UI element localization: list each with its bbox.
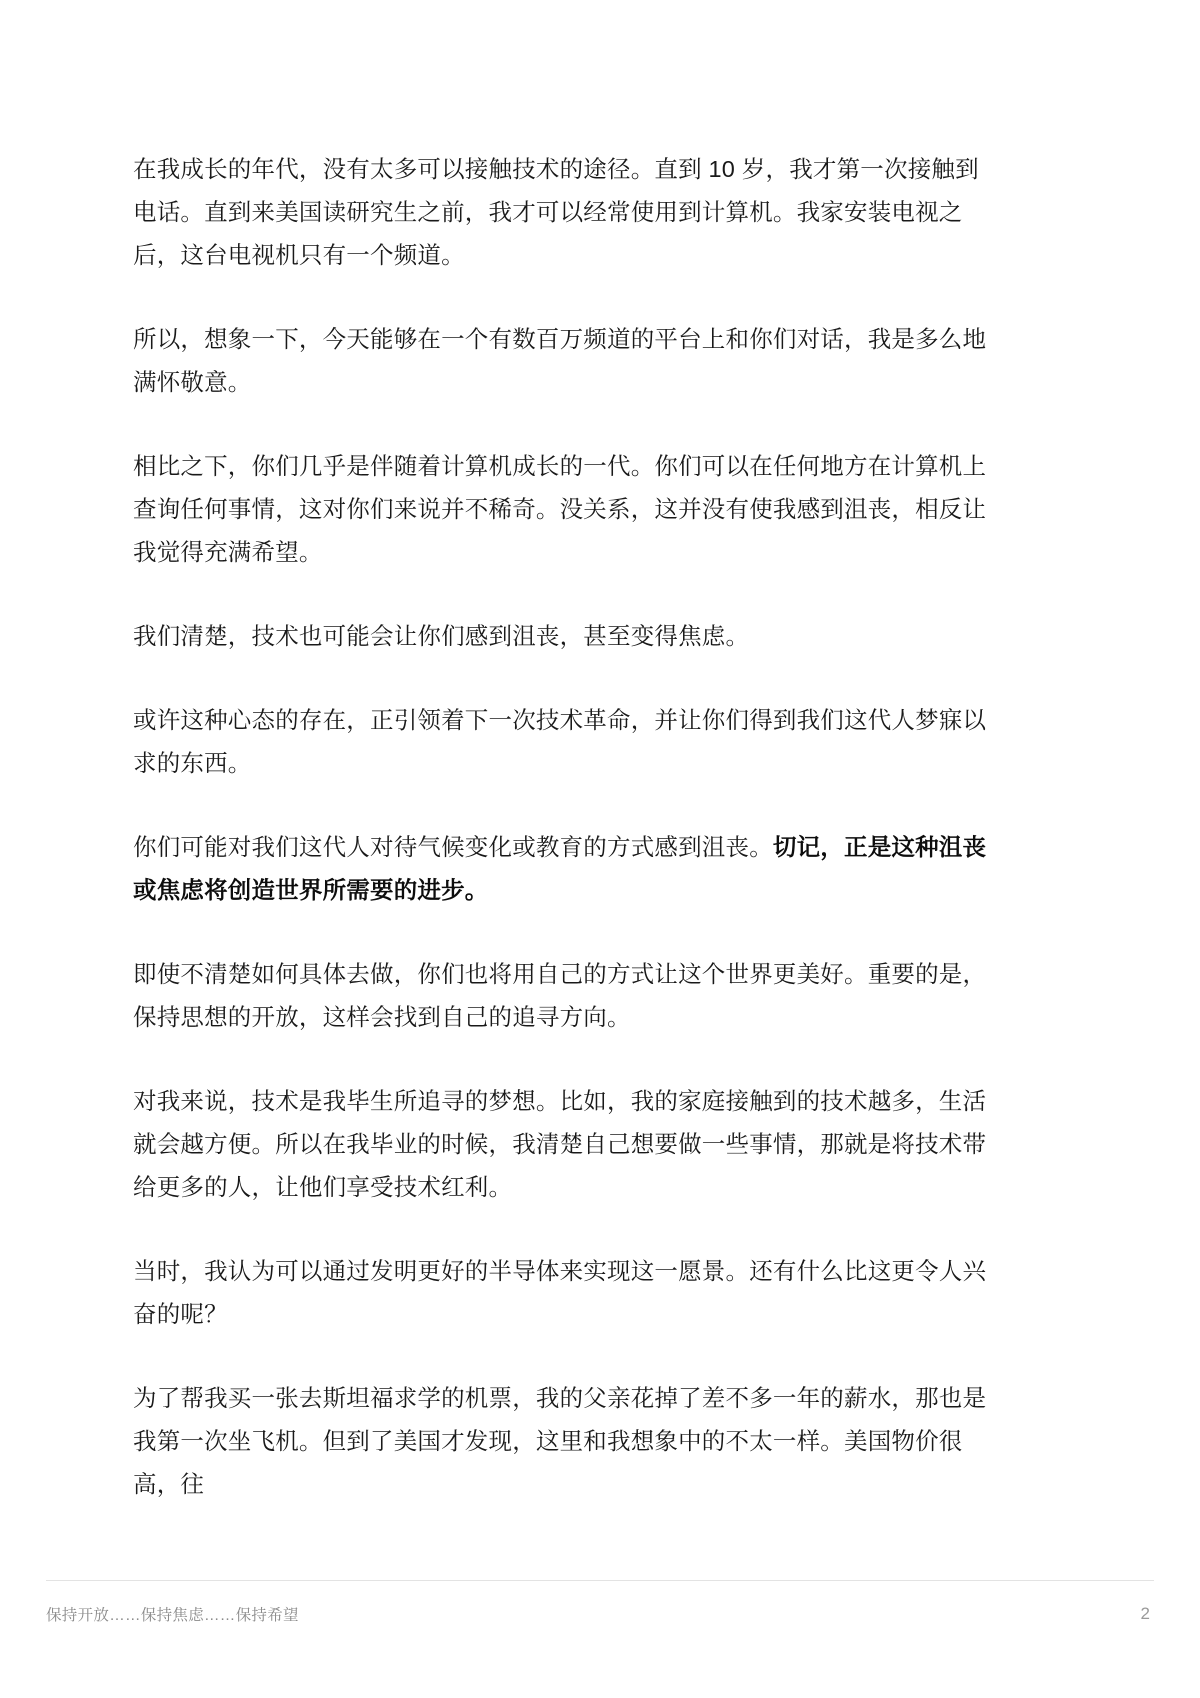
page-number: 2 <box>1140 1604 1150 1623</box>
paragraph-1: 在我成长的年代，没有太多可以接触技术的途径。直到 10 岁，我才第一次接触到电话。直到来美国读研究生之前，我才可以经常使用到计算机。我家安装电视之后，这台电视机只有一个频道。 <box>133 156 979 268</box>
paragraph-9: 当时，我认为可以通过发明更好的半导体来实现这一愿景。还有什么比这更令人兴奋的呢？ <box>133 1258 987 1327</box>
paragraph-5: 或许这种心态的存在，正引领着下一次技术革命，并让你们得到我们这代人梦寐以求的东西。 <box>133 707 987 776</box>
paragraph-6-normal-text: 你们可能对我们这代人对待气候变化或教育的方式感到沮丧。 <box>133 834 773 860</box>
paragraph-8: 对我来说，技术是我毕生所追寻的梦想。比如，我的家庭接触到的技术越多，生活就会越方便。所以在我毕业的时候，我清楚自己想要做一些事情，那就是将技术带给更多的人，让他们享受技术红利。 <box>133 1088 987 1200</box>
paragraph-3: 相比之下，你们几乎是伴随着计算机成长的一代。你们可以在任何地方在计算机上查询任何事情，这对你们来说并不稀奇。没关系，这并没有使我感到沮丧，相反让我觉得充满希望。 <box>133 453 987 565</box>
page-footer <box>0 1580 1200 1698</box>
paragraph-10: 为了帮我买一张去斯坦福求学的机票，我的父亲花掉了差不多一年的薪水，那也是我第一次坐飞机。但到了美国才发现，这里和我想象中的不太一样。美国物价很高，往 <box>133 1385 987 1497</box>
paragraph-2: 所以，想象一下，今天能够在一个有数百万频道的平台上和你们对话，我是多么地满怀敬意。 <box>133 326 987 395</box>
document-body <box>133 148 990 1506</box>
paragraph-6 <box>133 826 990 912</box>
footer-caption: 保持开放……保持焦虑……保持希望 <box>46 1607 299 1624</box>
paragraph-4: 我们清楚，技术也可能会让你们感到沮丧，甚至变得焦虑。 <box>133 623 750 649</box>
paragraph-7: 即使不清楚如何具体去做，你们也将用自己的方式让这个世界更美好。重要的是，保持思想的开放，这样会找到自己的追寻方向。 <box>133 961 987 1030</box>
footer-divider <box>46 1580 1154 1581</box>
paragraph-6-emphasis-text: 切记，正是这种沮丧或焦虑将创造世界所需要的进步。 <box>133 834 987 903</box>
